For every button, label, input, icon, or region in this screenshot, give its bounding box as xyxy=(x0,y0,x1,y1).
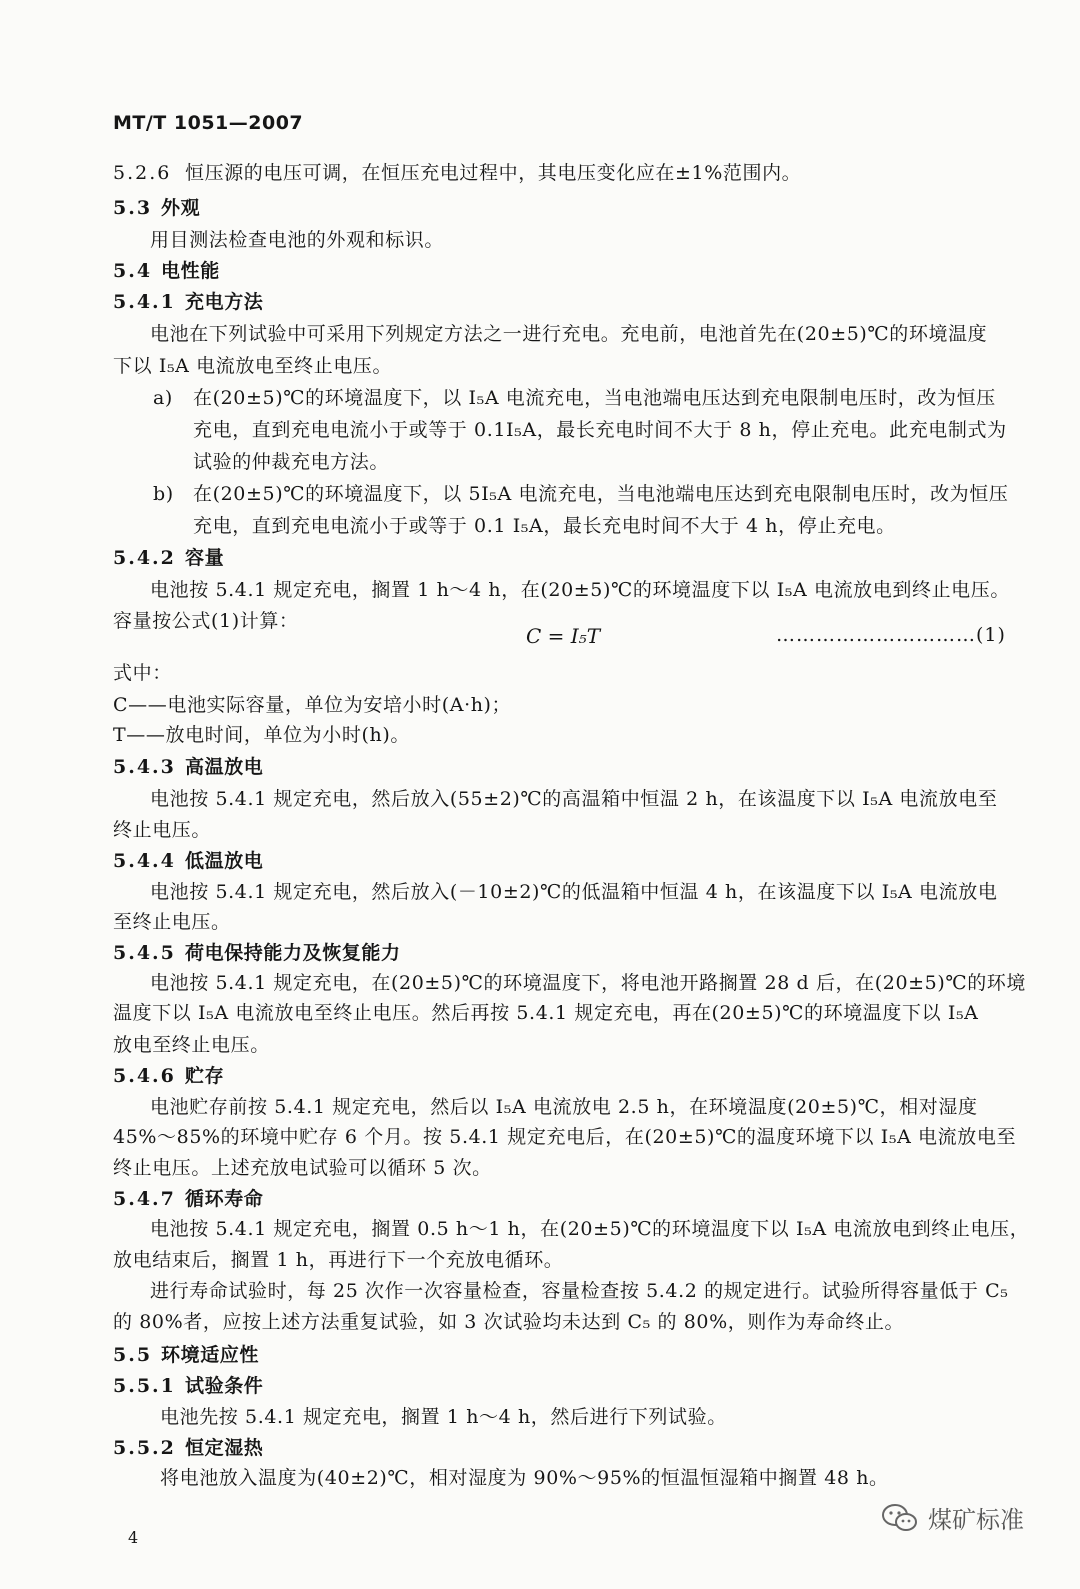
where-label: 式中： xyxy=(113,662,172,684)
heading-5-3 xyxy=(113,193,200,223)
heading-5-4 xyxy=(113,256,220,286)
paragraph-line: 容量按公式(1)计算： xyxy=(113,610,299,632)
paragraph-line: 放电至终止电压。 xyxy=(113,1034,270,1056)
clause-text: 恒压源的电压可调，在恒压充电过程中，其电压变化应在±1%范围内。 xyxy=(185,162,802,184)
paragraph-line: 电池按 5.4.1 规定充电，然后放入(55±2)℃的高温箱中恒温 2 h，在该温度下以 I₅A 电流放电至 xyxy=(150,788,998,810)
heading-5-5-1 xyxy=(113,1371,263,1401)
formula: C = I₅T xyxy=(526,624,601,648)
clause-number: 5.2.6 xyxy=(113,162,172,184)
list-item-a xyxy=(153,383,996,413)
clause-number: 5.3 xyxy=(113,197,153,219)
clause-number: 5.4.7 xyxy=(113,1188,176,1210)
clause-number: 5.4.1 xyxy=(113,291,176,313)
paragraph-line: 终止电压。 xyxy=(113,819,212,841)
heading-5-5-2 xyxy=(113,1433,263,1463)
heading-title: 试验条件 xyxy=(185,1375,264,1397)
clause-number: 5.4.2 xyxy=(113,547,176,569)
paragraph-line: 电池先按 5.4.1 规定充电，搁置 1 h～4 h，然后进行下列试验。 xyxy=(160,1406,727,1428)
equation-number: …………………………(1) xyxy=(776,624,1006,646)
paragraph-line: 电池在下列试验中可采用下列规定方法之一进行充电。充电前，电池首先在(20±5)℃的环境温度 xyxy=(150,323,988,345)
paragraph-line: 至终止电压。 xyxy=(113,911,231,933)
heading-title: 荷电保持能力及恢复能力 xyxy=(185,942,401,964)
heading-5-4-1 xyxy=(113,287,263,317)
paragraph-line: 电池按 5.4.1 规定充电，然后放入(－10±2)℃的低温箱中恒温 4 h，在该温度下以 I₅A 电流放电 xyxy=(150,881,998,903)
clause-number: 5.5 xyxy=(113,1344,153,1366)
paragraph-line: 下以 I₅A 电流放电至终止电压。 xyxy=(113,355,393,377)
heading-title: 低温放电 xyxy=(185,850,264,872)
clause-number: 5.5.2 xyxy=(113,1437,176,1459)
heading-title: 循环寿命 xyxy=(185,1188,264,1210)
list-item-b xyxy=(153,479,1008,509)
watermark-text: 煤矿标准 xyxy=(928,1506,1024,1534)
heading-title: 外观 xyxy=(161,197,201,219)
paragraph: 用目测法检查电池的外观和标识。 xyxy=(150,229,445,251)
heading-title: 容量 xyxy=(185,547,225,569)
paragraph-line: 电池按 5.4.1 规定充电，搁置 1 h～4 h，在(20±5)℃的环境温度下以 I₅A 电流放电到终止电压。 xyxy=(150,579,1010,601)
list-label: b) xyxy=(153,483,174,505)
list-line: 充电，直到充电电流小于或等于 0.1I₅A，最长充电时间不大于 8 h，停止充电。此充电制式为 xyxy=(193,419,1007,441)
wechat-icon xyxy=(880,1502,920,1534)
clause-number: 5.4 xyxy=(113,260,153,282)
heading-title: 贮存 xyxy=(185,1065,225,1087)
heading-title: 充电方法 xyxy=(185,291,264,313)
list-line: 充电，直到充电电流小于或等于 0.1 I₅A，最长充电时间不大于 4 h，停止充电。 xyxy=(193,515,896,537)
clause-number: 5.4.5 xyxy=(113,942,176,964)
paragraph-line: 的 80%者，应按上述方法重复试验，如 3 次试验均未达到 C₅ 的 80%，则作为寿命终止。 xyxy=(113,1311,905,1333)
heading-5-4-3 xyxy=(113,752,263,782)
heading-title: 环境适应性 xyxy=(161,1344,260,1366)
heading-title: 高温放电 xyxy=(185,756,264,778)
definition-c: C——电池实际容量，单位为安培小时(A·h)； xyxy=(113,694,512,716)
clause-number: 5.4.3 xyxy=(113,756,176,778)
page-number: 4 xyxy=(128,1528,139,1547)
list-text: 在(20±5)℃的环境温度下，以 5I₅A 电流充电，当电池端电压达到充电限制电压时，改为恒压 xyxy=(193,483,1009,505)
definition-t: T——放电时间，单位为小时(h)。 xyxy=(113,724,410,746)
list-label: a) xyxy=(153,387,173,409)
document-id: MT/T 1051—2007 xyxy=(113,112,304,134)
clause-5-2-6 xyxy=(113,158,801,188)
paragraph-line: 将电池放入温度为(40±2)℃，相对湿度为 90%～95%的恒温恒湿箱中搁置 48 h。 xyxy=(160,1467,889,1489)
list-text: 在(20±5)℃的环境温度下，以 I₅A 电流充电，当电池端电压达到充电限制电压时，改为恒压 xyxy=(193,387,996,409)
paragraph-line: 放电结束后，搁置 1 h，再进行下一个充放电循环。 xyxy=(113,1249,564,1271)
paragraph-line: 电池按 5.4.1 规定充电，在(20±5)℃的环境温度下，将电池开路搁置 28 d 后，在(20±5)℃的环境 xyxy=(150,972,1027,994)
watermark xyxy=(880,1500,1024,1535)
paragraph-line: 电池按 5.4.1 规定充电，搁置 0.5 h～1 h，在(20±5)℃的环境温度下以 I₅A 电流放电到终止电压， xyxy=(150,1218,1030,1240)
heading-5-4-4 xyxy=(113,846,263,876)
paragraph-line: 进行寿命试验时，每 25 次作一次容量检查，容量检查按 5.4.2 的规定进行。试验所得容量低于 C₅ xyxy=(150,1280,1009,1302)
clause-number: 5.4.4 xyxy=(113,850,176,872)
clause-number: 5.5.1 xyxy=(113,1375,176,1397)
heading-5-4-6 xyxy=(113,1061,224,1091)
heading-5-4-7 xyxy=(113,1184,263,1214)
clause-number: 5.4.6 xyxy=(113,1065,176,1087)
heading-title: 恒定湿热 xyxy=(185,1437,264,1459)
heading-5-5 xyxy=(113,1340,259,1370)
paragraph-line: 温度下以 I₅A 电流放电至终止电压。然后再按 5.4.1 规定充电，再在(20±5)℃的环境温度下以 I₅A xyxy=(113,1002,979,1024)
heading-title: 电性能 xyxy=(161,260,220,282)
paragraph-line: 终止电压。上述充放电试验可以循环 5 次。 xyxy=(113,1157,492,1179)
list-line: 试验的仲裁充电方法。 xyxy=(193,451,390,473)
heading-5-4-2 xyxy=(113,543,224,573)
heading-5-4-5 xyxy=(113,938,401,968)
paragraph-line: 电池贮存前按 5.4.1 规定充电，然后以 I₅A 电流放电 2.5 h，在环境温度(20±5)℃，相对湿度 xyxy=(150,1096,978,1118)
paragraph-line: 45%～85%的环境中贮存 6 个月。按 5.4.1 规定充电后，在(20±5)℃的温度环境下以 I₅A 电流放电至 xyxy=(113,1126,1017,1148)
